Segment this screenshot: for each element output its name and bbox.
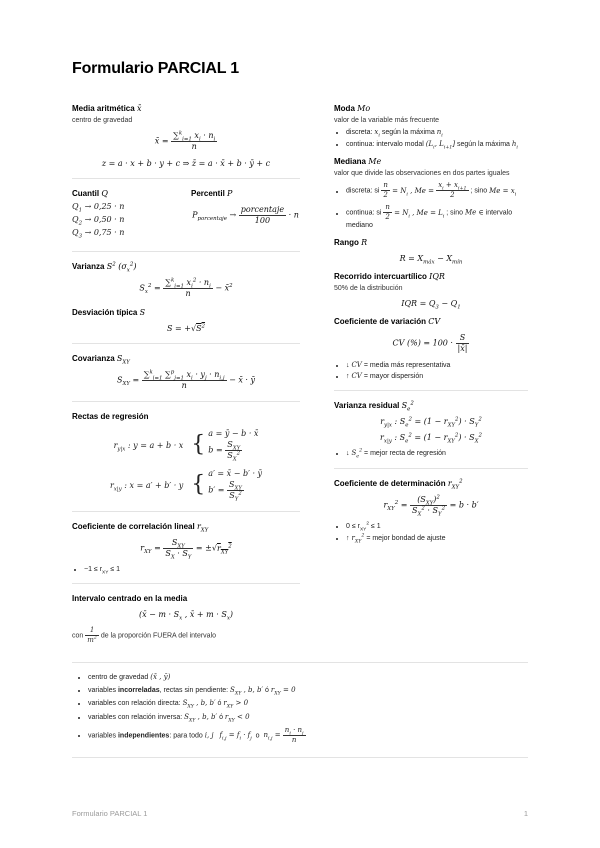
section-rectas-regresion xyxy=(72,412,300,501)
intervalo-formula: (x̄ − $m \cdot S_x$ , x̄ + $m \cdot S_x$) xyxy=(138,610,234,622)
media-formula-2: z = a · x + b · y + c ⇒ z̄ = a · x̄ + b · ȳ + c xyxy=(101,159,271,168)
section-coef-variacion xyxy=(334,317,528,381)
section-cuantil-percentil xyxy=(72,189,300,241)
page-title: Formulario PARCIAL 1 xyxy=(72,60,239,77)
heading-symbol: x̄ xyxy=(136,104,142,113)
varianza-formula: $S_x^2$ = $\frac{\sum^k_{i=1} x_i^2 \cdot n_i}{n}$ − x̄$^2$ xyxy=(139,277,233,298)
heading-mediana xyxy=(334,157,528,166)
divider xyxy=(334,468,528,469)
heading-desviacion xyxy=(72,308,300,317)
iqr-note: 50% de la distribución xyxy=(334,284,403,292)
percentil-formula: $P_{porcentaje}$ → $\frac{\text{porcentaje}}{100}$ · n xyxy=(192,205,299,225)
regression-xy-lhs: $r_{x|y}$ : x = a′ + b′ · y xyxy=(109,480,184,493)
content-columns xyxy=(72,104,528,654)
footer-page-number: 1 xyxy=(523,809,528,818)
heading-symbol: Mo xyxy=(357,104,371,113)
divider xyxy=(72,401,300,402)
heading-symbol: Me xyxy=(368,157,382,167)
heading-symbol: P xyxy=(227,189,233,198)
heading-symbol: $r_{XY}$ xyxy=(196,522,209,534)
case-a: a = ȳ − b · x̄ xyxy=(208,429,259,438)
divider xyxy=(72,511,300,512)
divider xyxy=(72,583,300,584)
bullet-item: • $0 \le r_{XY}^2 \le 1$ xyxy=(346,523,528,530)
heading-intervalo xyxy=(72,594,300,603)
heading-label: Percentil xyxy=(191,189,225,198)
mediana-bullets xyxy=(334,181,528,229)
heading-correlacion xyxy=(72,522,300,534)
heading-percentil xyxy=(191,189,300,198)
heading-varres xyxy=(334,400,528,413)
heading-label: Rectas de regresión xyxy=(72,412,149,421)
heading-label: Intervalo centrado en la media xyxy=(72,594,188,604)
bullet-item: • variables independientes: para todo i, j $f_{i,j} = f_i \cdot f_j$ o $n_{i,j}$ = $\frac{n_i \cdot n_j}{n}$ xyxy=(88,726,528,745)
heading-symbol: $S^2$ $(\sigma_x^2)$ xyxy=(106,261,137,274)
properties-list xyxy=(76,673,528,745)
section-covarianza xyxy=(72,354,300,391)
footer-document-title: Formulario PARCIAL 1 xyxy=(72,809,148,818)
heading-rectas xyxy=(72,412,300,421)
section-mediana xyxy=(334,157,528,229)
section-iqr xyxy=(334,271,528,311)
cases-stack xyxy=(208,469,262,501)
media-note: centro de gravedad xyxy=(72,117,133,124)
section-rango xyxy=(334,237,528,266)
det-bullets xyxy=(334,523,528,542)
divider xyxy=(72,343,300,344)
section-correlacion xyxy=(72,522,300,576)
heading-label: Covarianza xyxy=(72,354,115,363)
heading-label: Recorrido intercuartílico xyxy=(334,271,427,281)
divider xyxy=(72,178,300,179)
heading-label: Desviación típica xyxy=(72,308,138,317)
heading-symbol: $r_{XY}^2$ xyxy=(447,478,463,491)
bullet-item: • continua: si $\frac{n}{2}$ = $N_i$ , $Me = L_i$ ; sino Me ∈ intervalo mediano xyxy=(346,203,528,229)
divider xyxy=(72,757,528,758)
heading-label: Cuantil xyxy=(72,189,100,198)
regression-yx-lhs: $r_{y|x}$ : y = a + b · x xyxy=(113,440,184,453)
heading-label: Coeficiente de determinación xyxy=(334,478,446,488)
heading-label: Varianza residual xyxy=(334,401,400,411)
heading-label: Varianza xyxy=(72,262,105,271)
varres-bullets xyxy=(334,448,528,460)
cuantil-line-2: $Q_2 \to 0,50 \cdot n$ xyxy=(72,215,125,227)
heading-label: Moda xyxy=(334,104,355,113)
media-formula-1: x̄ = $\frac{\sum^k_{i=1} x_i \cdot n_i}{n}$ xyxy=(154,130,216,151)
section-media-aritmetica xyxy=(72,104,300,168)
section-desviacion-tipica xyxy=(72,308,300,333)
heading-covarianza xyxy=(72,354,300,366)
heading-iqr xyxy=(334,272,528,281)
varres-formula-2: $r_{x|y}$ : $S_e^2 = (1 - r_{XY}^2) \cdot S_X^2$ xyxy=(380,432,482,445)
bullet-item: • centro de gravedad (x̄ , ȳ) xyxy=(88,673,528,681)
mediana-note: valor que divide las observaciones en dos partes iguales xyxy=(334,170,510,178)
section-moda xyxy=(334,104,528,151)
bullet-item: • discreta: $x_i$ según la máxima $n_i$ xyxy=(346,128,528,136)
divider xyxy=(334,390,528,391)
heading-symbol: Q xyxy=(101,189,108,198)
bullet-item: • variables con relación directa: $S_{XY}$ , b, b′ ó $r_{XY} > 0$ xyxy=(88,699,528,707)
bullet-item: • discreta: si $\frac{n}{2}$ = $N_i$ , Me = $\frac{x_i + x_{i+1}}{2}$ ; sino $Me = x_i$ xyxy=(346,181,528,200)
heading-symbol: S xyxy=(139,308,146,317)
section-coef-determinacion xyxy=(334,479,528,542)
heading-moda xyxy=(334,104,528,113)
subsection-cuantil xyxy=(72,189,181,241)
heading-label: Coeficiente de correlación lineal xyxy=(72,522,195,531)
heading-symbol: $S_e^2$ xyxy=(401,400,414,413)
correlacion-formula: $r_{XY}$ = $\frac{S_{XY}}{S_X \cdot S_Y}$ = $\pm√r_{XY}^2$ xyxy=(140,538,232,561)
subsection-percentil xyxy=(191,189,300,241)
det-formula: $r_{XY}^2$ = $\frac{(S_{XY})^2}{S_X^2 \cdot S_Y^2}$ = b · b′ xyxy=(383,494,479,518)
moda-bullets xyxy=(334,128,528,151)
heading-cv xyxy=(334,317,528,326)
bullet-item: • variables con relación inversa: $S_{XY}$ , b, b′ ó $r_{XY} < 0$ xyxy=(88,713,528,721)
cuantil-line-3: $Q_3 \to 0,75 \cdot n$ xyxy=(72,228,125,240)
case-b-prime: b′ = $\frac{S_{XY}}{S_Y^2}$ xyxy=(208,480,242,503)
divider xyxy=(72,662,528,663)
heading-label: Coeficiente de variación xyxy=(334,316,427,326)
heading-symbol: R xyxy=(361,237,368,247)
regression-line-xy xyxy=(72,469,300,501)
bullet-item: • ↓ $S_e^2$ = mejor recta de regresión xyxy=(346,449,528,457)
iqr-formula: IQR = $Q_3 - Q_1$ xyxy=(401,298,461,311)
bullet-item: • ↓ CV = media más representativa xyxy=(346,361,528,369)
bullet-item: • ↑ $r_{XY}^2$ = mejor bondad de ajuste xyxy=(346,534,528,542)
heading-media-aritmetica xyxy=(72,104,300,113)
left-brace: { xyxy=(191,472,206,497)
case-a-prime: a′ = x̄ − b′ · ȳ xyxy=(208,469,263,478)
heading-label: Media aritmética xyxy=(72,104,135,113)
cv-formula: CV (%) = 100 · $\frac{S}{|x̄|}$ xyxy=(392,332,468,353)
divider xyxy=(72,251,300,252)
section-varianza-residual xyxy=(334,400,528,460)
cv-bullets xyxy=(334,361,528,381)
desviacion-formula: $S = +√S^2$ xyxy=(166,323,206,333)
heading-label: Rango xyxy=(334,237,359,247)
covarianza-formula: $S_{XY}$ = $\frac{\sum^k_{i=1} \sum^p_{j=1} x_i \cdot y_j \cdot n_{i,j}}{n}$ − x̄ · ȳ xyxy=(116,369,256,390)
cuantil-line-1: $Q_1 \to 0,25 \cdot n$ xyxy=(72,202,125,214)
varres-formula-1: $r_{y|x}$ : $S_e^2 = (1 - r_{XY}^2) \cdot S_Y^2$ xyxy=(380,416,482,429)
heading-label: Mediana xyxy=(334,157,367,167)
heading-symbol: CV xyxy=(428,316,441,326)
cases-stack xyxy=(208,429,258,461)
case-b: b = $\frac{S_{XY}}{S_X^2}$ xyxy=(208,440,241,463)
rango-formula: $R = X_{máx} - X_{mín}$ xyxy=(399,253,463,266)
correlacion-bullets xyxy=(72,566,300,576)
left-brace: { xyxy=(191,432,206,457)
heading-symbol: $S_{XY}$ xyxy=(116,354,130,366)
right-column xyxy=(334,104,528,654)
heading-rango xyxy=(334,238,528,247)
intervalo-note: con $\frac{1}{m^2}$ de la proporción FUERA del intervalo xyxy=(72,626,217,645)
page-footer xyxy=(72,809,528,818)
left-column xyxy=(72,104,300,654)
moda-note: valor de la variable más frecuente xyxy=(334,117,440,124)
regression-line-yx xyxy=(72,429,300,461)
heading-det xyxy=(334,478,528,491)
bullet-item: • ↑ CV = mayor dispersión xyxy=(346,372,528,380)
bullet-item: • variables incorreladas, rectas sin pendiente: $S_{XY}$ , b, b′ ó $r_{XY} = 0$ xyxy=(88,686,528,694)
section-varianza xyxy=(72,262,300,299)
heading-symbol: IQR xyxy=(429,271,445,281)
heading-varianza xyxy=(72,261,300,274)
bullet-item: • continua: intervalo modal ($L_i$, $L_{i+1}$] según la máxima $h_i$ xyxy=(346,140,528,148)
cases-group xyxy=(191,469,262,501)
cases-group xyxy=(191,429,258,461)
section-intervalo-media xyxy=(72,594,300,645)
heading-cuantil xyxy=(72,189,181,198)
bullet-item: • $-1 \le r_{XY} \le 1$ xyxy=(84,566,300,573)
